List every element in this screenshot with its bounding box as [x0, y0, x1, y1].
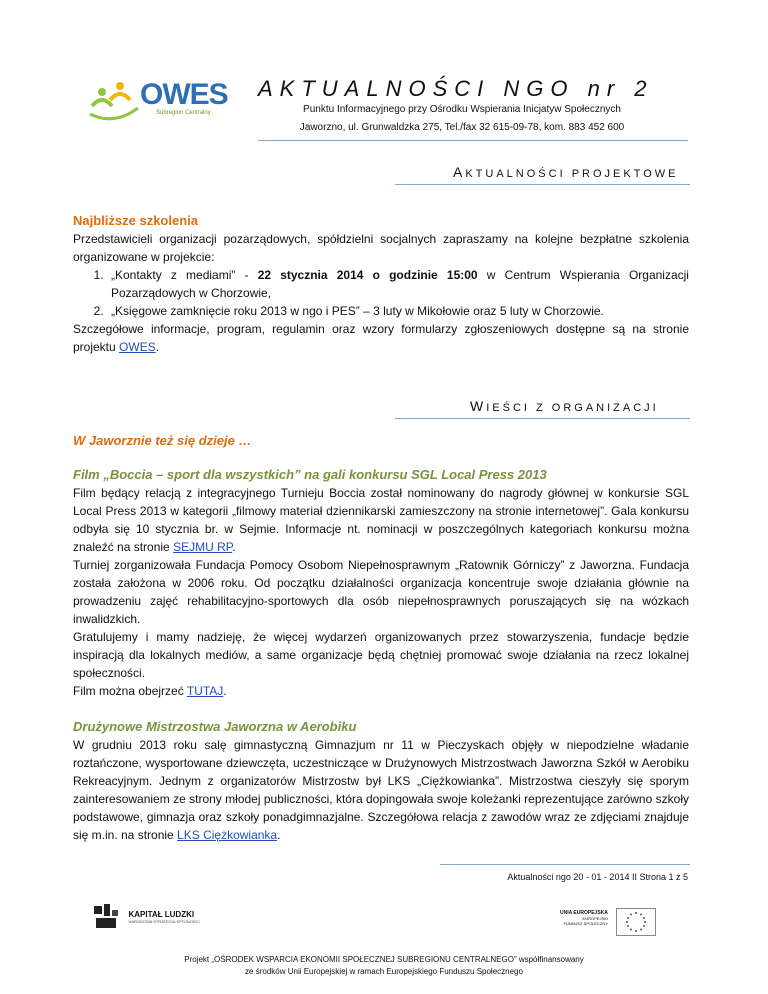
- article-paragraph: Gratulujemy i mamy nadzieję, że więcej wydarzeń organizowanych przez stowarzyszenia, fundacje będzie inspiracją dla lokalnych mediów, a same organizacje będą chętniej promować swoje działania na rzecz lokalnej społeczności.: [73, 630, 689, 680]
- owes-logo-subtitle: Subregion Centralny: [156, 110, 211, 116]
- eu-line2: EUROPEJSKI: [582, 916, 608, 921]
- article-paragraph: Turniej zorganizowała Fundacja Pomocy Osobom Niepełnosprawnym „Ratownik Górniczy” z Jaworzna. Fundacja została założona w 2006 roku. Od początku działalności organizacja koncentruje swoje działania głównie na prowadzeniu zajęć rehabilitacyjno-sportowych dla osób niepełnosprawnych poruszających się na wózkach inwalidzkich.: [73, 558, 689, 626]
- kapital-ludzki-logo: [92, 902, 200, 932]
- article-paragraph: Film można obejrzeć TUTAJ.: [73, 684, 227, 698]
- trainings-outro: Szczegółowe informacje, program, regulamin oraz wzory formularzy zgłoszeniowych dostępne są na stronie projektu OWES.: [73, 322, 689, 354]
- trainings-subheading: Najbliższe szkolenia: [73, 213, 198, 228]
- sejm-link[interactable]: SEJMU RP: [173, 540, 233, 554]
- header-contact: Jaworzno, ul. Grunwaldzka 275, Tel./fax 32 615-09-78, kom. 883 452 600: [299, 122, 625, 133]
- newsletter-title: AKTUALNOŚCI NGO nr 2: [258, 76, 654, 101]
- project-line-1: Projekt „OŚRODEK WSPARCIA EKONOMII SPOŁECZNEJ SUBREGIONU CENTRALNEGO” współfinansowany: [184, 955, 584, 964]
- eu-line1: UNIA EUROPEJSKA: [560, 910, 608, 916]
- article-title-aerobic: Drużynowe Mistrzostwa Jaworzna w Aerobiku: [73, 719, 357, 734]
- article-paragraph: W grudniu 2013 roku salę gimnastyczną Gimnazjum nr 11 w Pieczyskach objęły w niepodzielne władanie roztańczone, wysportowane dziewczęta, uczestniczące w Drużynowych Mistrzostwach Jaworzna Szkół w Aerobiku Rekreacyjnym. Jednym z organizatorów Mistrzostw był LKS „Ciężkowianka”. Mistrzostwa cieszyły się sporym zainteresowaniem ze strony młodej publiczności, która dopingowała swoje koleżanki reprezentujące zarówno szkoły podstawowe, gimnazja oraz szkoły ponadgimnazjalne. Szczegółowa relacja z zawodów wraz ze zdjęciami znajduje się m.in. na stronie LKS Ciężkowianka.: [73, 738, 689, 842]
- eu-flag-icon: [616, 908, 656, 936]
- project-footer: [80, 954, 688, 978]
- eu-logo: [560, 908, 656, 936]
- lks-link[interactable]: LKS Ciężkowianka: [177, 828, 278, 842]
- section-heading-rest: KTUALNOŚCI PROJEKTOWE: [465, 168, 679, 180]
- kl-title: KAPITAŁ LUDZKI: [128, 910, 195, 919]
- article-paragraph: Film będący relacją z integracyjnego Turnieju Boccia został nominowany do nagrody głównej w konkursie SGL Local Press 2013 w kategorii „filmowy materiał dziennikarski zamieszczony na stronie internetowej”. Gala konkursu odbyła się 10 stycznia br. w Sejmie. Informacje nt. nominacji w poszczególnych kategoriach konkursu można znaleźć na stronie SEJMU RP.: [73, 486, 689, 554]
- owes-logo-text: OWES: [140, 78, 228, 111]
- eu-line3: FUNDUSZ SPOŁECZNY: [563, 921, 608, 926]
- section-heading-cap: W: [470, 398, 487, 414]
- footer-divider: [440, 864, 690, 865]
- article-title-boccia: Film „Boccia – sport dla wszystkich” na gali konkursu SGL Local Press 2013: [73, 467, 547, 482]
- kl-subtitle: NARODOWA STRATEGIA SPÓJNOŚCI: [128, 919, 200, 924]
- list-item: 2. „Księgowe zamknięcie roku 2013 w ngo i PES” – 3 luty w Mikołowie oraz 5 luty w Chorzowie.: [107, 302, 689, 320]
- owes-link[interactable]: OWES: [119, 340, 156, 354]
- film-link[interactable]: TUTAJ: [186, 684, 224, 698]
- project-line-2: ze środków Unii Europejskiej w ramach Europejskiego Funduszu Społecznego: [245, 967, 523, 976]
- section-heading-cap: A: [453, 164, 466, 180]
- list-item: 1. „Kontakty z mediami” - 22 stycznia 2014 o godzinie 15:00 w Centrum Wspierania Organizacji Pozarządowych w Chorzowie,: [107, 266, 689, 302]
- trainings-intro: Przedstawicieli organizacji pozarządowych, spółdzielni socjalnych zapraszamy na kolejne bezpłatne szkolenia organizowane w projekcie:: [73, 232, 689, 264]
- trainings-block: [73, 212, 689, 356]
- section-divider: [395, 184, 690, 185]
- header-divider: [258, 140, 688, 141]
- organization-news-block: [73, 432, 689, 844]
- kapital-ludzki-icon: [92, 902, 120, 932]
- section-heading-rest: IEŚCI Z ORGANIZACJI: [486, 402, 659, 414]
- trainings-list: [73, 266, 689, 320]
- header-organization: Punktu Informacyjnego przy Ośrodku Wspierania Inicjatyw Społecznych: [303, 104, 621, 115]
- page-info: Aktualności ngo 20 - 01 - 2014 II Strona 1 z 5: [507, 872, 688, 882]
- section-divider: [395, 418, 690, 419]
- section-heading-organization-news: [470, 398, 659, 414]
- jaworzno-subheading: W Jaworznie też się dzieje …: [73, 433, 252, 448]
- section-heading-project-news: [453, 164, 679, 180]
